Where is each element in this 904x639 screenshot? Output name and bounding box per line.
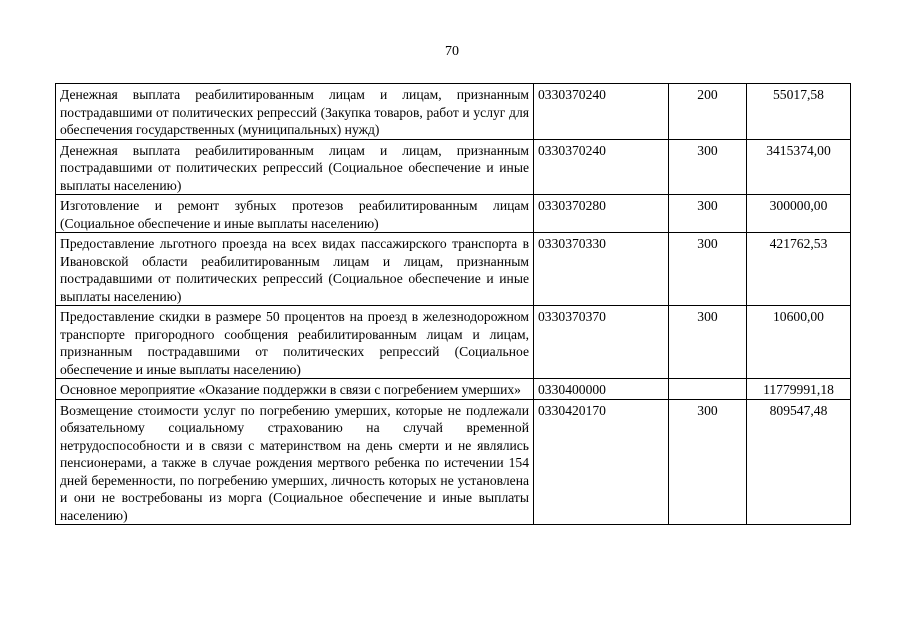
row-name: Денежная выплата реабилитированным лицам и лицам, признанным пострадавшими от политических репрессий (Социальное обеспечение и иные выплаты населению) (56, 139, 534, 195)
row-amount: 3415374,00 (747, 139, 851, 195)
row-target-code: 0330370240 (534, 84, 669, 140)
row-expense-type: 300 (669, 399, 747, 525)
row-name: Основное мероприятие «Оказание поддержки в связи с погребением умерших» (56, 379, 534, 400)
row-target-code: 0330370280 (534, 195, 669, 233)
row-name: Предоставление скидки в размере 50 процентов на проезд в железнодорожном транспорте пригородного сообщения реабилитированным лицам и лицам, признанным пострадавшими от политических репрессий (Социальное обеспечение и иные выплаты населению) (56, 306, 534, 379)
row-name: Денежная выплата реабилитированным лицам и лицам, признанным пострадавшими от политических репрессий (Закупка товаров, работ и услуг для обеспечения государственных (муниципальных) нужд) (56, 84, 534, 140)
table-row (56, 399, 851, 525)
table-row (56, 379, 851, 400)
row-amount: 11779991,18 (747, 379, 851, 400)
table-row (56, 306, 851, 379)
table-row (56, 84, 851, 140)
row-expense-type: 200 (669, 84, 747, 140)
row-expense-type: 300 (669, 233, 747, 306)
row-expense-type: 300 (669, 195, 747, 233)
row-target-code: 0330420170 (534, 399, 669, 525)
row-amount: 55017,58 (747, 84, 851, 140)
budget-table (55, 83, 851, 525)
row-target-code: 0330370240 (534, 139, 669, 195)
row-amount: 10600,00 (747, 306, 851, 379)
row-amount: 300000,00 (747, 195, 851, 233)
row-name: Предоставление льготного проезда на всех видах пассажирского транспорта в Ивановской области реабилитированным лицам и лицам, признанным пострадавшими от политических репрессий (Социальное обеспечение и иные выплаты населению) (56, 233, 534, 306)
row-target-code: 0330370330 (534, 233, 669, 306)
page-number: 70 (445, 44, 459, 59)
table-row (56, 195, 851, 233)
table-row (56, 139, 851, 195)
row-expense-type (669, 379, 747, 400)
table-row (56, 233, 851, 306)
row-amount: 809547,48 (747, 399, 851, 525)
row-name: Возмещение стоимости услуг по погребению умерших, которые не подлежали обязательному социальному страхованию на случай временной нетрудоспособности и в связи с материнством на день смерти и не являлись пенсионерами, а также в случае рождения мертвого ребенка по истечении 154 дней беременности, по погребению умерших, личность которых не установлена и они не востребованы из морга (Социальное обеспечение и иные выплаты населению) (56, 399, 534, 525)
row-amount: 421762,53 (747, 233, 851, 306)
row-target-code: 0330370370 (534, 306, 669, 379)
row-target-code: 0330400000 (534, 379, 669, 400)
row-expense-type: 300 (669, 306, 747, 379)
row-expense-type: 300 (669, 139, 747, 195)
row-name: Изготовление и ремонт зубных протезов реабилитированным лицам (Социальное обеспечение и иные выплаты населению) (56, 195, 534, 233)
